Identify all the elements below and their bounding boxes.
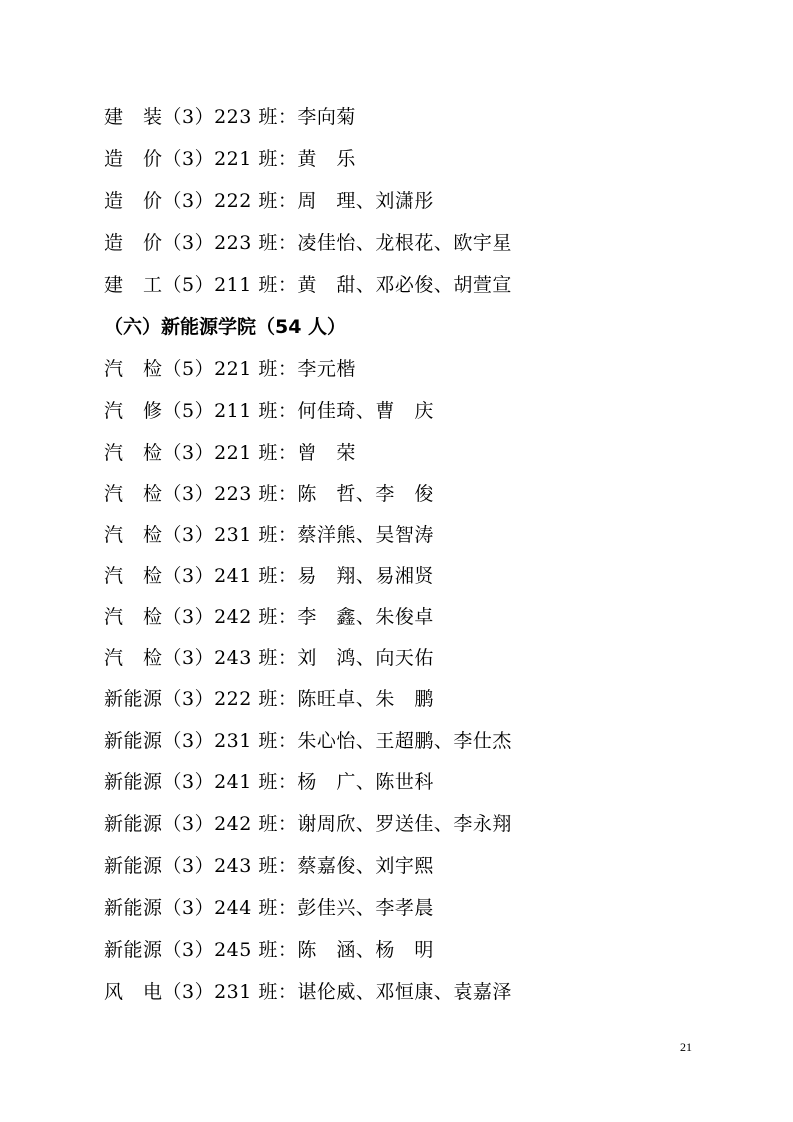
class-list-line: 风 电（3）231 班：谌伦威、邓恒康、袁嘉泽: [104, 981, 512, 1003]
class-list-line: 汽 检（5）221 班：李元楷: [104, 358, 356, 380]
page-number: 21: [680, 1040, 692, 1054]
class-list-line: 新能源（3）242 班：谢周欣、罗送佳、李永翔: [104, 813, 512, 835]
class-list-line: 汽 检（3）231 班：蔡洋熊、吴智涛: [104, 524, 434, 546]
class-list-line: 新能源（3）241 班：杨 广、陈世科: [104, 771, 434, 793]
class-list-line: 汽 检（3）223 班：陈 哲、李 俊: [104, 483, 434, 505]
class-list-line: 汽 修（5）211 班：何佳琦、曹 庆: [104, 400, 434, 422]
class-list-line: 汽 检（3）241 班：易 翔、易湘贤: [104, 565, 434, 587]
class-list-line: 造 价（3）222 班：周 理、刘潇彤: [104, 190, 434, 212]
class-list-line: 新能源（3）244 班：彭佳兴、李孝晨: [104, 897, 434, 919]
class-list-line: 造 价（3）221 班：黄 乐: [104, 148, 356, 170]
class-list-line: 新能源（3）222 班：陈旺卓、朱 鹏: [104, 688, 434, 710]
class-list-line: 造 价（3）223 班：凌佳怡、龙根花、欧宇星: [104, 232, 512, 254]
class-list-line: 汽 检（3）221 班：曾 荣: [104, 442, 356, 464]
class-list-line: 汽 检（3）242 班：李 鑫、朱俊卓: [104, 606, 434, 628]
class-list-line: 新能源（3）243 班：蔡嘉俊、刘宇熙: [104, 855, 434, 877]
class-list-line: 新能源（3）245 班：陈 涵、杨 明: [104, 939, 434, 961]
class-list-line: 新能源（3）231 班：朱心怡、王超鹏、李仕杰: [104, 730, 512, 752]
class-list-line: 建 装（3）223 班：李向菊: [104, 106, 356, 128]
section-heading: （六）新能源学院（54 人）: [104, 316, 347, 338]
class-list-line: 建 工（5）211 班：黄 甜、邓必俊、胡萱宣: [104, 274, 512, 296]
class-list-line: 汽 检（3）243 班：刘 鸿、向天佑: [104, 647, 434, 669]
